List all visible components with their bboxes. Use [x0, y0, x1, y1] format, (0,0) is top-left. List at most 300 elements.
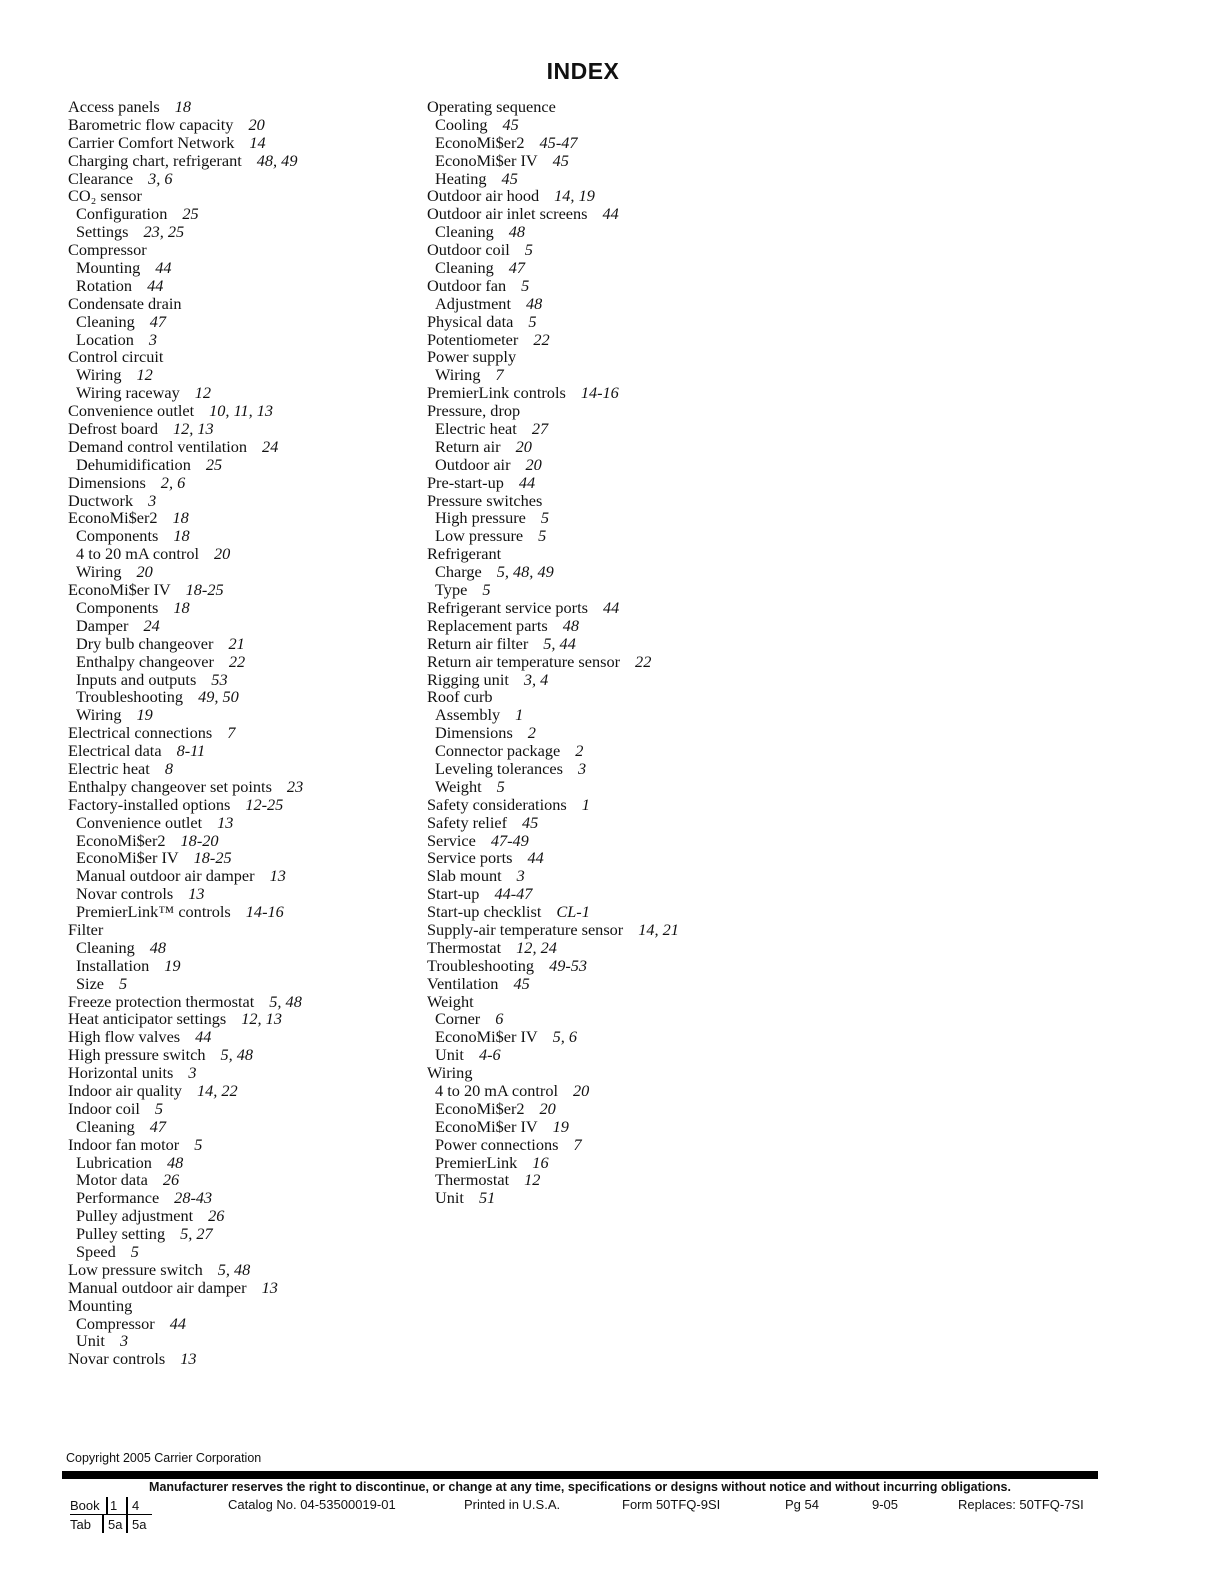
index-term: PremierLink: [435, 1152, 518, 1172]
index-term: Enthalpy changeover set points: [68, 776, 272, 796]
index-entry: [68, 1100, 418, 1118]
index-entry: [427, 849, 747, 867]
index-term: Enthalpy changeover: [76, 651, 214, 671]
index-column-right: [427, 98, 747, 1207]
copyright-text: Copyright 2005 Carrier Corporation: [66, 1451, 262, 1465]
index-term: Heating: [435, 168, 487, 188]
index-subentry: [427, 1010, 747, 1028]
index-subentry: [68, 671, 418, 689]
index-term: Power supply: [427, 347, 517, 367]
index-term: Assembly: [435, 705, 501, 725]
index-term: Cooling: [435, 114, 488, 134]
index-page-refs: 13: [269, 866, 286, 886]
index-page-refs: 10, 11, 13: [209, 401, 274, 421]
index-page-refs: 14: [249, 132, 266, 152]
index-subentry: [68, 313, 418, 331]
index-page-refs: 44: [602, 597, 620, 617]
index-page-refs: 26: [208, 1206, 225, 1226]
index-subentry: [427, 724, 747, 742]
index-term: Indoor air quality: [68, 1080, 182, 1100]
index-subentry: [427, 1118, 747, 1136]
index-term: Convenience outlet: [68, 401, 195, 421]
index-term: Service: [427, 830, 476, 850]
index-page-refs: 5, 27: [180, 1224, 213, 1244]
index-subentry: [68, 867, 418, 885]
index-subentry: [427, 581, 747, 599]
index-page-refs: 53: [211, 669, 228, 689]
index-entry: [427, 313, 747, 331]
index-term: Horizontal units: [68, 1063, 174, 1083]
index-page-refs: 14-16: [580, 383, 619, 403]
index-term: Outdoor coil: [427, 240, 510, 260]
index-subentry: [68, 903, 418, 921]
index-entry: [427, 205, 747, 223]
index-subentry: [68, 456, 418, 474]
index-entry: [427, 867, 747, 885]
index-subentry: [68, 885, 418, 903]
index-page-refs: 44: [602, 204, 619, 224]
index-term: Troubleshooting: [76, 687, 184, 707]
index-page-refs: 12, 13: [241, 1009, 282, 1029]
index-page-refs: 45: [502, 114, 519, 134]
index-page-refs: 5: [119, 973, 128, 993]
index-term: 4 to 20 mA control: [76, 544, 200, 564]
index-entry: [427, 903, 747, 921]
index-subentry: [68, 1154, 418, 1172]
index-subentry: [68, 706, 418, 724]
index-term: Rigging unit: [427, 669, 509, 689]
index-page-refs: 20: [136, 562, 153, 582]
index-entry: [68, 187, 418, 205]
index-entry: [68, 492, 418, 510]
index-page-refs: 47: [149, 1116, 167, 1136]
index-page-refs: 14, 19: [554, 186, 595, 206]
index-term: Factory-installed options: [68, 794, 231, 814]
index-term: EconoMi$er2: [435, 132, 525, 152]
index-page-refs: 45: [552, 150, 569, 170]
index-term: Dehumidification: [76, 454, 191, 474]
index-term: Speed: [76, 1242, 116, 1261]
index-term: Ductwork: [68, 490, 134, 510]
index-page-refs: 12, 13: [172, 419, 214, 439]
index-entry: [68, 742, 418, 760]
index-entry: [427, 635, 747, 653]
index-subentry: [68, 1243, 418, 1261]
index-term: Outdoor fan: [427, 275, 507, 295]
book-value-1: 1: [110, 1498, 118, 1513]
index-subentry: [427, 134, 747, 152]
index-page-refs: 23: [286, 776, 304, 796]
index-term: Wiring: [76, 365, 122, 385]
index-page-refs: 44: [195, 1027, 212, 1047]
index-term: Start-up: [427, 884, 480, 904]
index-entry: [68, 1279, 418, 1297]
index-page-refs: 18-25: [185, 580, 224, 600]
index-entry: [68, 1261, 418, 1279]
index-term: Thermostat: [435, 1170, 510, 1190]
index-term: Troubleshooting: [427, 955, 535, 975]
index-term: CO₂ sensor: [68, 186, 142, 206]
index-term: Weight: [435, 776, 482, 796]
index-term: Return air: [435, 436, 501, 456]
index-subentry: [427, 1028, 747, 1046]
index-subentry: [68, 277, 418, 295]
index-subentry: [427, 456, 747, 474]
index-term: Freeze protection thermostat: [68, 991, 255, 1011]
index-page-refs: 5: [538, 526, 547, 546]
index-term: High pressure switch: [68, 1045, 206, 1065]
index-page-refs: 19: [136, 705, 153, 725]
index-page-refs: 5, 48: [217, 1259, 251, 1279]
index-page-refs: 45: [522, 812, 539, 832]
index-subentry: [427, 1171, 747, 1189]
index-term: Thermostat: [427, 937, 502, 957]
book-divider-2: [126, 1497, 128, 1533]
index-term: Cleaning: [435, 258, 494, 278]
index-subentry: [68, 1315, 418, 1333]
index-term: Wiring: [76, 562, 122, 582]
index-term: 4 to 20 mA control: [435, 1080, 559, 1100]
index-page-refs: 4-6: [478, 1045, 501, 1065]
index-term: Unit: [435, 1045, 464, 1065]
index-entry: [68, 1350, 418, 1368]
index-term: Pulley setting: [76, 1224, 166, 1244]
index-entry: [68, 402, 418, 420]
index-term: Wiring: [435, 365, 481, 385]
index-subentry: [68, 366, 418, 384]
index-term: Components: [76, 597, 159, 617]
index-term: Leveling tolerances: [435, 758, 563, 778]
index-subentry: [68, 832, 418, 850]
index-term: Electric heat: [68, 758, 150, 778]
index-page-refs: 18-25: [193, 848, 232, 868]
index-term: Low pressure switch: [68, 1259, 203, 1279]
index-subentry: [427, 1100, 747, 1118]
index-term: Compressor: [76, 1313, 155, 1333]
index-subentry: [427, 366, 747, 384]
index-term: Electrical data: [68, 741, 162, 761]
index-page-refs: 12: [524, 1170, 541, 1190]
printed-in: Printed in U.S.A.: [464, 1497, 561, 1512]
index-subentry: [427, 527, 747, 545]
index-subentry: [68, 331, 418, 349]
index-page-refs: 45: [501, 168, 518, 188]
page-title: INDEX: [546, 58, 620, 84]
index-page-refs: 16: [532, 1152, 549, 1172]
index-entry: [68, 420, 418, 438]
index-entry: [68, 1136, 418, 1154]
index-subentry: [427, 420, 747, 438]
tab-divider: [102, 1514, 104, 1533]
index-page-refs: 44: [518, 472, 536, 492]
index-entry: [68, 724, 418, 742]
index-page-refs: 12: [136, 365, 153, 385]
index-term: Dimensions: [435, 723, 513, 743]
index-term: Potentiometer: [427, 329, 519, 349]
index-term: Defrost board: [68, 419, 158, 439]
index-term: Settings: [76, 222, 129, 242]
index-page-refs: 13: [217, 812, 234, 832]
index-page-refs: 8: [164, 758, 173, 778]
index-subentry: [68, 1118, 418, 1136]
index-term: Dry bulb changeover: [76, 633, 214, 653]
index-page-refs: 23, 25: [143, 222, 185, 242]
index-entry: [68, 921, 418, 939]
index-subentry: [68, 527, 418, 545]
index-subentry: [68, 1189, 418, 1207]
tab-value-1: 5a: [108, 1517, 123, 1532]
index-page-refs: 28-43: [174, 1188, 213, 1208]
index-page-refs: 14, 21: [638, 919, 679, 939]
index-page-refs: 44: [155, 258, 172, 278]
index-page-refs: 49-53: [549, 955, 588, 975]
index-entry: [68, 778, 418, 796]
index-term: Indoor fan motor: [68, 1134, 180, 1154]
index-term: Dimensions: [68, 472, 146, 492]
index-subentry: [68, 1207, 418, 1225]
index-page-refs: 44: [527, 848, 544, 868]
index-entry: [427, 885, 747, 903]
index-term: Wiring: [76, 705, 122, 725]
index-term: Demand control ventilation: [68, 436, 248, 456]
index-term: Start-up checklist: [427, 902, 542, 922]
index-subentry: [427, 742, 747, 760]
index-term: Location: [76, 329, 134, 349]
index-term: Roof curb: [427, 687, 493, 707]
index-entry: [427, 796, 747, 814]
index-term: Size: [76, 973, 105, 993]
index-subentry: [68, 957, 418, 975]
index-term: EconoMi$er2: [68, 508, 158, 528]
index-term: Cleaning: [76, 937, 135, 957]
index-page-refs: 20: [515, 436, 532, 456]
index-page-refs: 5: [154, 1098, 164, 1118]
index-term: Charge: [435, 562, 482, 582]
index-term: PremierLink™ controls: [76, 902, 231, 922]
index-column-left: [68, 98, 418, 1368]
index-entry: [68, 98, 418, 116]
index-term: EconoMi$er IV: [76, 848, 179, 868]
index-subentry: [68, 259, 418, 277]
index-term: Electric heat: [435, 419, 517, 439]
index-entry: [68, 1010, 418, 1028]
index-entry: [68, 796, 418, 814]
index-page-refs: 2, 6: [160, 472, 186, 492]
index-page-refs: 5: [496, 776, 505, 796]
index-term: Performance: [76, 1188, 160, 1208]
index-entry: [427, 241, 747, 259]
index-subentry: [68, 814, 418, 832]
index-entry: [427, 993, 747, 1011]
index-page-refs: 12: [194, 383, 212, 403]
index-page-refs: 24: [143, 615, 160, 635]
index-term: Lubrication: [76, 1152, 152, 1172]
index-entry: [68, 993, 418, 1011]
index-entry: [427, 975, 747, 993]
index-term: Convenience outlet: [76, 812, 203, 832]
index-term: Motor data: [76, 1170, 148, 1190]
index-subentry: [68, 635, 418, 653]
index-subentry: [68, 975, 418, 993]
tab-label: Tab: [70, 1517, 91, 1532]
index-page-refs: 44-47: [494, 884, 533, 904]
index-term: Outdoor air inlet screens: [427, 204, 588, 224]
index-term: Corner: [435, 1009, 481, 1029]
index-entry: [427, 814, 747, 832]
index-page-refs: 48: [149, 937, 167, 957]
index-subentry: [427, 778, 747, 796]
index-page-refs: 47-49: [490, 830, 529, 850]
index-entry: [68, 134, 418, 152]
index-page-refs: 24: [262, 436, 279, 456]
index-page-refs: 2: [575, 741, 584, 761]
index-subentry: [427, 259, 747, 277]
index-entry: [427, 402, 747, 420]
index-subentry: [427, 706, 747, 724]
index-entry: [68, 509, 418, 527]
index-page-refs: 14-16: [245, 902, 284, 922]
tab-value-2: 5a: [132, 1517, 147, 1532]
index-term: Supply-air temperature sensor: [427, 919, 624, 939]
index-term: Wiring raceway: [76, 383, 180, 403]
index-subentry: [68, 1171, 418, 1189]
index-term: EconoMi$er2: [435, 1098, 525, 1118]
index-term: Clearance: [68, 168, 134, 188]
index-entry: [427, 653, 747, 671]
index-page-refs: 44: [169, 1313, 186, 1333]
index-entry: [427, 384, 747, 402]
replaces-form: Replaces: 50TFQ-7SI: [958, 1497, 1084, 1512]
index-subentry: [427, 1154, 747, 1172]
index-page-refs: 22: [635, 651, 652, 671]
page-number: Pg 54: [785, 1497, 819, 1512]
index-entry: [427, 832, 747, 850]
index-page-refs: 3: [119, 1331, 129, 1351]
index-subentry: [427, 295, 747, 313]
index-term: Inputs and outputs: [76, 669, 197, 689]
index-entry: [427, 474, 747, 492]
index-page-refs: 1: [581, 794, 590, 814]
index-term: Components: [76, 526, 159, 546]
index-term: Pressure, drop: [427, 401, 521, 421]
index-page-refs: 6: [495, 1009, 504, 1029]
index-page-refs: 20: [248, 114, 265, 134]
index-entry: [68, 152, 418, 170]
index-page-refs: 48: [525, 293, 543, 313]
index-term: Carrier Comfort Network: [68, 132, 235, 152]
index-term: Condensate drain: [68, 293, 182, 313]
index-term: Replacement parts: [427, 615, 548, 635]
index-page-refs: 5, 48: [269, 991, 302, 1011]
index-term: Manual outdoor air damper: [68, 1277, 247, 1297]
index-term: Low pressure: [435, 526, 524, 546]
index-term: Indoor coil: [68, 1098, 140, 1118]
index-term: Connector package: [435, 741, 561, 761]
index-entry: [427, 331, 747, 349]
index-page-refs: 25: [182, 204, 199, 224]
index-page-refs: 5: [521, 275, 530, 295]
index-entry: [68, 1297, 418, 1315]
index-page-refs: 5, 6: [552, 1027, 578, 1047]
index-term: EconoMi$er IV: [435, 1027, 538, 1047]
index-page-refs: 5, 44: [543, 633, 576, 653]
index-page-refs: 18: [173, 597, 190, 617]
index-term: Physical data: [427, 311, 514, 331]
index-term: Operating sequence: [427, 97, 556, 116]
index-page-refs: 18: [172, 508, 189, 528]
index-term: Heat anticipator settings: [68, 1009, 227, 1029]
index-subentry: [68, 617, 418, 635]
index-page-refs: 5: [482, 580, 491, 600]
index-subentry: [427, 1046, 747, 1064]
index-term: PremierLink controls: [427, 383, 566, 403]
index-subentry: [68, 205, 418, 223]
index-subentry: [427, 1189, 747, 1207]
index-page-refs: 5: [194, 1134, 203, 1154]
index-term: Power connections: [435, 1134, 559, 1154]
index-term: Novar controls: [68, 1349, 166, 1369]
index-term: Filter: [68, 919, 104, 939]
index-entry: [427, 957, 747, 975]
index-term: Outdoor air: [435, 454, 511, 474]
index-subentry: [68, 599, 418, 617]
index-page-refs: 18-20: [180, 830, 219, 850]
index-entry: [427, 492, 747, 510]
index-term: Slab mount: [427, 866, 502, 886]
index-page-refs: 45: [513, 973, 530, 993]
index-page-refs: 3: [188, 1063, 197, 1083]
index-term: Cleaning: [76, 311, 135, 331]
index-page-refs: 22: [533, 329, 550, 349]
disclaimer-text: Manufacturer reserves the right to discontinue, or change at any time, specifications or designs without notice and without incurring obligations.: [149, 1480, 1011, 1494]
index-page-refs: CL-1: [556, 902, 590, 922]
index-term: Cleaning: [435, 222, 494, 242]
footer-rule: [62, 1471, 1098, 1479]
index-subentry: [68, 653, 418, 671]
index-page-refs: 7: [495, 365, 504, 385]
index-entry: [68, 1082, 418, 1100]
index-term: Cleaning: [76, 1116, 135, 1136]
form-number: Form 50TFQ-9SI: [622, 1497, 721, 1512]
index-term: Compressor: [68, 240, 147, 260]
index-page-refs: 48, 49: [256, 150, 298, 170]
index-term: Return air temperature sensor: [427, 651, 621, 671]
index-page-refs: 18: [173, 526, 190, 546]
index-subentry: [427, 438, 747, 456]
index-term: EconoMi$er2: [76, 830, 166, 850]
book-label: Book: [70, 1498, 100, 1513]
index-entry: [68, 116, 418, 134]
book-value-2: 4: [132, 1498, 140, 1513]
index-page-refs: 18: [174, 97, 192, 116]
index-subentry: [427, 170, 747, 188]
index-term: Novar controls: [76, 884, 174, 904]
index-term: Type: [435, 580, 468, 600]
print-date: 9-05: [872, 1497, 899, 1512]
index-page-refs: 12-25: [245, 794, 284, 814]
index-term: EconoMi$er IV: [435, 150, 538, 170]
index-term: Charging chart, refrigerant: [68, 150, 242, 170]
index-term: Pressure switches: [427, 490, 543, 510]
index-subentry: [68, 1332, 418, 1350]
index-page-refs: 20: [214, 544, 231, 564]
index-term: Rotation: [76, 275, 133, 295]
index-subentry: [427, 116, 747, 134]
index-entry: [68, 295, 418, 313]
index-page-refs: 3: [148, 329, 158, 349]
index-subentry: [68, 563, 418, 581]
index-page-refs: 20: [525, 454, 542, 474]
